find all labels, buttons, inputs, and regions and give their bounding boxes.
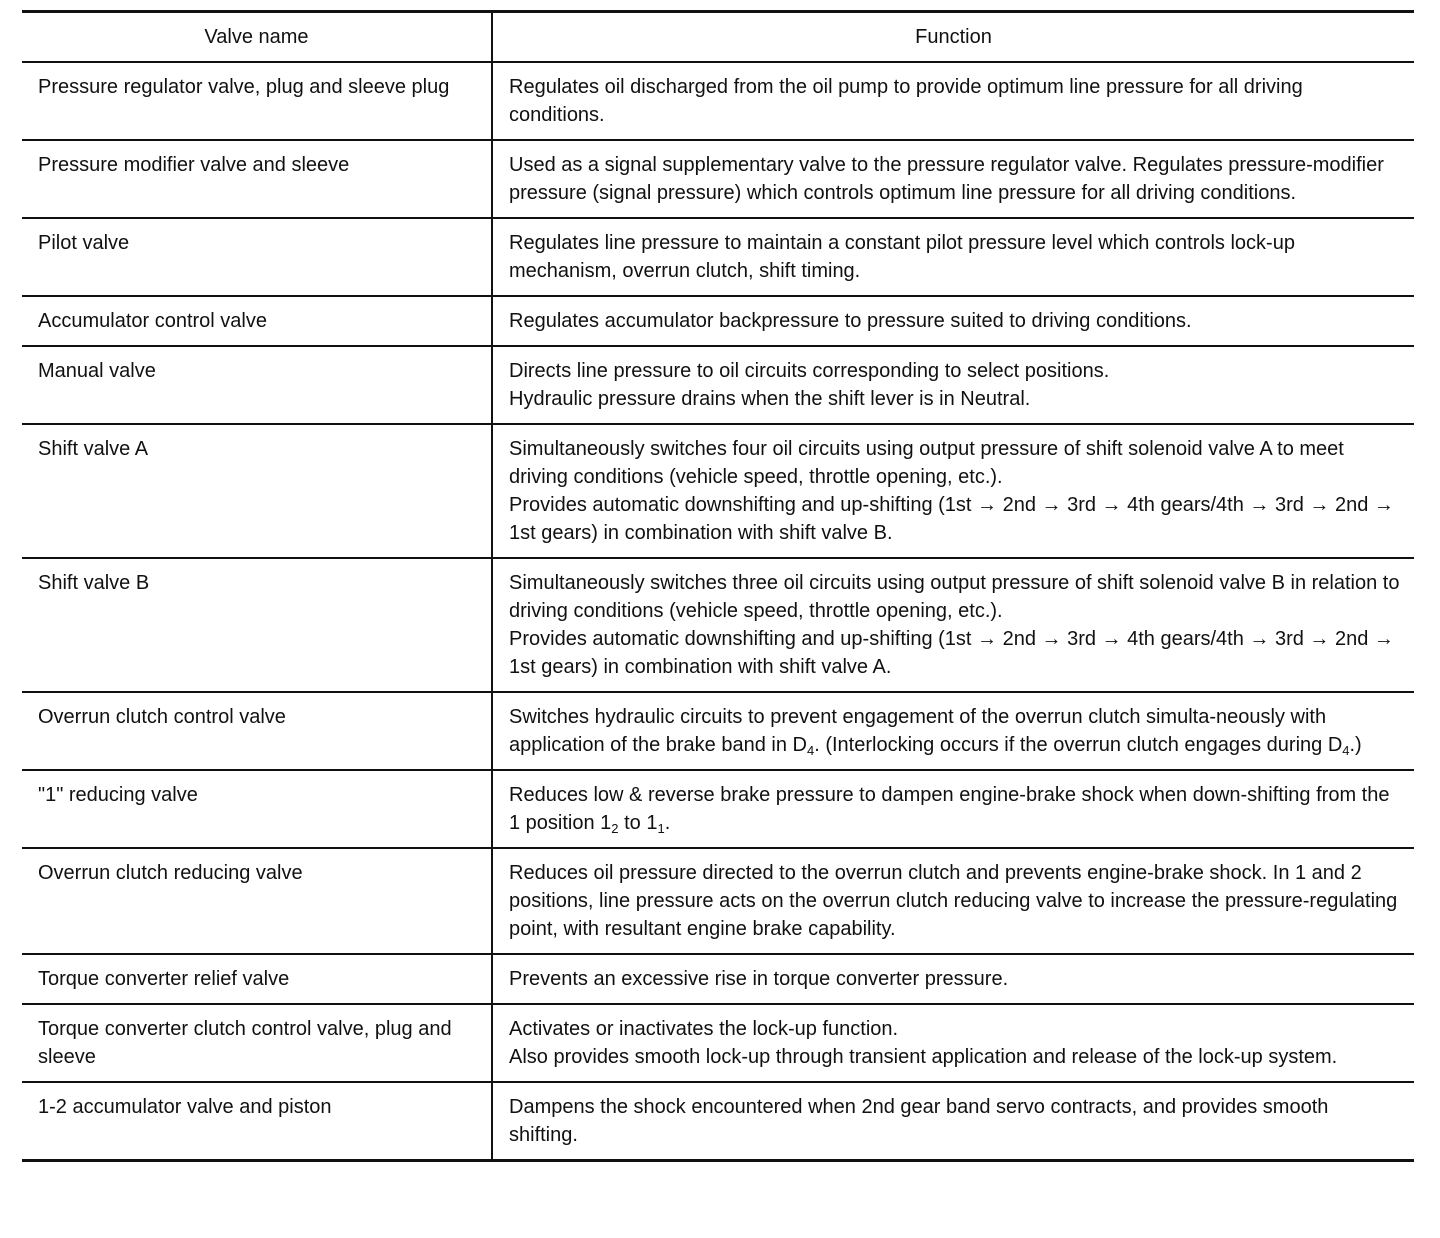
function-cell (492, 954, 1414, 1004)
table-row (22, 218, 1414, 296)
function-line: Hydraulic pressure drains when the shift lever is in Neutral. (509, 388, 1031, 410)
function-text-part: .) (1349, 734, 1362, 756)
table-row (22, 424, 1414, 558)
valve-name-cell: Pilot valve (22, 218, 492, 296)
function-line: Prevents an excessive rise in torque converter pressure. (509, 968, 1009, 990)
function-cell (492, 424, 1414, 558)
function-cell (492, 218, 1414, 296)
table-row (22, 692, 1414, 770)
table-row (22, 140, 1414, 218)
function-line: Directs line pressure to oil circuits corresponding to select positions. (509, 360, 1110, 382)
function-line: Simultaneously switches three oil circuits using output pressure of shift solenoid valve B in relation to driving conditions (vehicle speed, throttle opening, etc.). (509, 572, 1400, 622)
valve-name-cell: Overrun clutch reducing valve (22, 848, 492, 954)
table-row (22, 954, 1414, 1004)
table-row (22, 558, 1414, 692)
function-line: Regulates oil discharged from the oil pump to provide optimum line pressure for all driving conditions. (509, 76, 1303, 126)
table-row (22, 770, 1414, 848)
function-cell (492, 1082, 1414, 1161)
function-line: Provides automatic downshifting and up-shifting (1st → 2nd → 3rd → 4th gears/4th → 3rd → 2nd → 1st gears) in combination with shift valve B. (509, 494, 1394, 544)
function-cell (492, 770, 1414, 848)
function-cell (492, 140, 1414, 218)
subscript: 2 (611, 821, 619, 836)
valve-name-cell: Accumulator control valve (22, 296, 492, 346)
function-text-part: . (Interlocking occurs if the overrun clutch engages during D (814, 734, 1343, 756)
valve-name-cell: "1" reducing valve (22, 770, 492, 848)
function-cell (492, 296, 1414, 346)
valve-name-cell: Pressure regulator valve, plug and sleeve plug (22, 62, 492, 140)
subscript: 4 (1342, 743, 1350, 758)
function-cell (492, 62, 1414, 140)
valve-name-cell: Torque converter relief valve (22, 954, 492, 1004)
function-text-part: Reduces low & reverse brake pressure to dampen engine-brake shock when down-shifting from the 1 position 1 (509, 784, 1390, 834)
subscript: 1 (657, 821, 665, 836)
valve-name-cell: Manual valve (22, 346, 492, 424)
valve-name-cell: 1-2 accumulator valve and piston (22, 1082, 492, 1161)
header-function: Function (492, 12, 1414, 63)
function-cell (492, 848, 1414, 954)
function-text-part: Switches hydraulic circuits to prevent engagement of the overrun clutch simulta-neously with application of the brake band in D (509, 706, 1327, 756)
valve-name-cell: Pressure modifier valve and sleeve (22, 140, 492, 218)
table-row (22, 296, 1414, 346)
table-row (22, 346, 1414, 424)
function-line: Simultaneously switches four oil circuits using output pressure of shift solenoid valve A to meet driving conditions (vehicle speed, throttle opening, etc.). (509, 438, 1344, 488)
function-cell (492, 692, 1414, 770)
function-line: Dampens the shock encountered when 2nd gear band servo contracts, and provides smooth shifting. (509, 1096, 1329, 1146)
valve-name-cell: Shift valve A (22, 424, 492, 558)
function-line: Reduces oil pressure directed to the overrun clutch and prevents engine-brake shock. In 1 and 2 positions, line pressure acts on the overrun clutch reducing valve to increase the pressure-regulating point, with resultant engine brake capability. (509, 862, 1398, 940)
function-line: Also provides smooth lock-up through transient application and release of the lock-up system. (509, 1046, 1338, 1068)
table-header-row (22, 12, 1414, 63)
table-row (22, 62, 1414, 140)
function-line: Regulates accumulator backpressure to pressure suited to driving conditions. (509, 310, 1192, 332)
valve-function-table (22, 10, 1414, 1162)
function-line: Regulates line pressure to maintain a constant pilot pressure level which controls lock-up mechanism, overrun clutch, shift timing. (509, 232, 1295, 282)
table-row (22, 848, 1414, 954)
function-text-part: to 1 (618, 812, 658, 834)
valve-name-cell: Overrun clutch control valve (22, 692, 492, 770)
function-text-part: . (664, 812, 671, 834)
subscript: 4 (806, 743, 815, 758)
function-cell (492, 1004, 1414, 1082)
function-line: Provides automatic downshifting and up-shifting (1st → 2nd → 3rd → 4th gears/4th → 3rd → 2nd → 1st gears) in combination with shift valve A. (509, 628, 1394, 678)
function-cell (492, 346, 1414, 424)
valve-name-cell: Torque converter clutch control valve, plug and sleeve (22, 1004, 492, 1082)
function-line: Used as a signal supplementary valve to the pressure regulator valve. Regulates pressure-modifier pressure (signal pressure) which controls optimum line pressure for all driving conditions. (509, 154, 1384, 204)
header-valve-name: Valve name (22, 12, 492, 63)
table-row (22, 1004, 1414, 1082)
valve-name-cell: Shift valve B (22, 558, 492, 692)
function-cell (492, 558, 1414, 692)
table-row (22, 1082, 1414, 1161)
function-line: Activates or inactivates the lock-up function. (509, 1018, 899, 1040)
valve-function-table-sheet (22, 10, 1414, 1162)
